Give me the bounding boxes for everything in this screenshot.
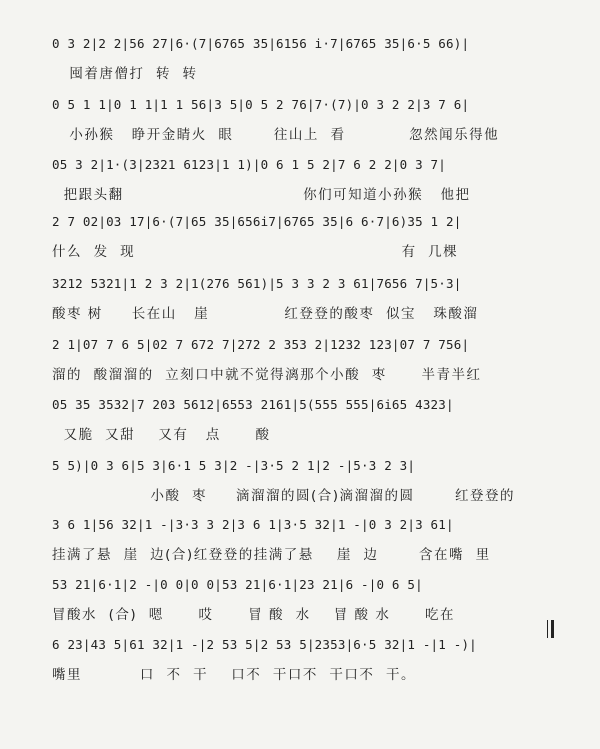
score-row xyxy=(52,97,552,153)
lyrics-line: 囤着唐僧打 转 转 xyxy=(52,66,198,82)
final-barline xyxy=(547,620,554,638)
score-row xyxy=(52,276,552,332)
score-row xyxy=(52,577,552,633)
score-row xyxy=(52,397,552,453)
notation-line: 5 5)|0 3 6|5 3|6·1 5 3|2 -|3·5 2 1|2 -|5·3 2 3| xyxy=(52,458,416,473)
notation-line: 05 3 2|1·(3|2321 6123|1 1)|0 6 1 5 2|7 6 2 2|0 3 7| xyxy=(52,157,447,172)
score-row xyxy=(52,157,552,213)
notation-line: 0 5 1 1|0 1 1|1 1 56|3 5|0 5 2 76|7·(7)|0 3 2 2|3 7 6| xyxy=(52,97,470,112)
score-row xyxy=(52,637,552,693)
notation-line: 53 21|6·1|2 -|0 0|0 0|53 21|6·1|23 21|6 -|0 6 5| xyxy=(52,577,423,592)
notation-line: 6 23|43 5|61 32|1 -|2 53 5|2 53 5|2353|6·5 32|1 -|1 -)| xyxy=(52,637,477,652)
notation-line: 3 6 1|56 32|1 -|3·3 3 2|3 6 1|3·5 32|1 -|0 3 2|3 61| xyxy=(52,517,454,532)
lyrics-line: 又脆 又甜 又有 点 酸 xyxy=(52,427,271,443)
lyrics-line: 把跟头翻 你们可知道小孙猴 他把 xyxy=(52,187,471,203)
notation-line: 3212 5321|1 2 3 2|1(276 561)|5 3 3 2 3 61|7656 7|5·3| xyxy=(52,276,462,291)
notation-line: 2 1|07 7 6 5|02 7 672 7|272 2 353 2|1232 123|07 7 756| xyxy=(52,337,470,352)
score-row xyxy=(52,36,552,92)
lyrics-line: 酸枣 树 长在山 崖 红登登的酸枣 似宝 珠酸溜 xyxy=(52,306,479,322)
notation-line: 0 3 2|2 2|56 27|6·(7|6765 35|6156 i·7|6765 35|6·5 66)| xyxy=(52,36,470,51)
lyrics-line: 什么 发 现 有 几棵 xyxy=(52,244,459,260)
lyrics-line: 小酸 枣 滴溜溜的圆(合)滴溜溜的圆 红登登的 xyxy=(52,488,516,504)
score-row xyxy=(52,458,552,514)
score-row xyxy=(52,214,552,270)
lyrics-line: 冒酸水 (合) 嗯 哎 冒 酸 水 冒 酸 水 吃在 xyxy=(52,607,456,623)
notation-line: 05 35 3532|7 203 5612|6553 2161|5(555 555|6i65 4323| xyxy=(52,397,454,412)
lyrics-line: 溜的 酸溜溜的 立刻口中就不觉得漓那个小酸 枣 半青半红 xyxy=(52,367,482,383)
notation-line: 2 7 02|03 17|6·(7|65 35|656i7|6765 35|6 6·7|6)35 1 2| xyxy=(52,214,462,229)
score-row xyxy=(52,517,552,573)
score-row xyxy=(52,337,552,393)
lyrics-line: 挂满了悬 崖 边(合)红登登的挂满了悬 崖 边 含在嘴 里 xyxy=(52,547,491,563)
lyrics-line: 嘴里 口 不 干 口不 干口不 干口不 干。 xyxy=(52,667,416,683)
lyrics-line: 小孙猴 睁开金睛火 眼 往山上 看 忽然闻乐得他 xyxy=(52,127,500,143)
